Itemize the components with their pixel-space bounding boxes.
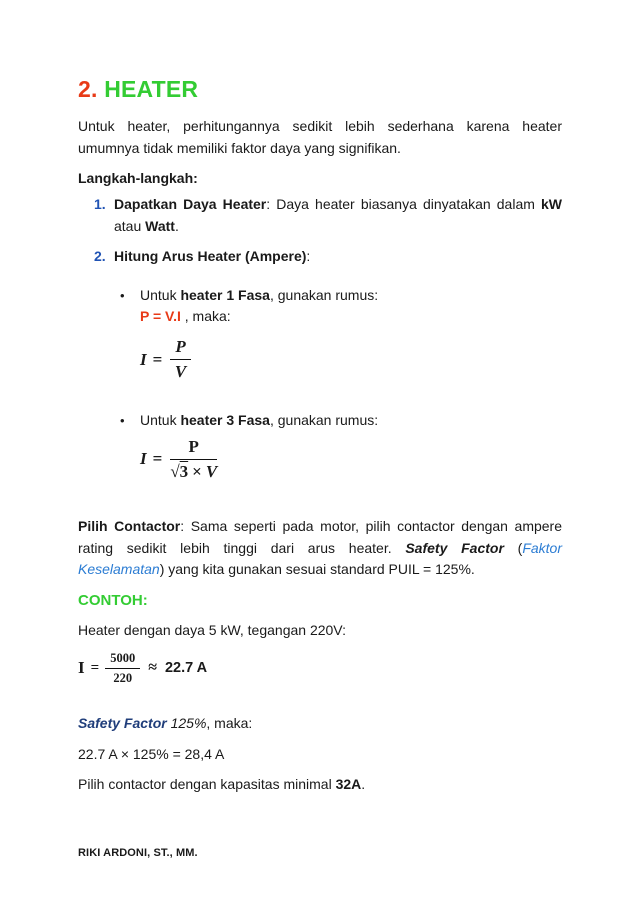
formula-lhs: I xyxy=(140,349,147,369)
fraction xyxy=(170,337,190,382)
sf-percent: 125% xyxy=(166,715,207,731)
safety-factor-term: Safety Factor xyxy=(405,539,504,556)
bullet2-text2: , gunakan rumus: xyxy=(269,411,379,428)
step1-bold: Dapatkan Daya Heater xyxy=(114,196,267,212)
safety-factor-line xyxy=(78,713,562,735)
formula-current-1-phase xyxy=(140,338,562,382)
ordered-list-item-2 xyxy=(78,246,562,268)
list-number: 1. xyxy=(94,196,106,212)
bullet2-bold: heater 3 Fasa xyxy=(180,411,270,428)
fraction-denominator: V xyxy=(174,362,187,381)
intro-paragraph: Untuk heater, perhitungannya sedikit lebih sederhana karena heater umumnya tidak memiliki faktor daya yang signifikan. xyxy=(78,118,562,156)
fraction-numerator: P xyxy=(170,337,190,360)
bullet2-text: Untuk xyxy=(140,411,181,428)
formula-lhs: I xyxy=(140,449,147,468)
contactor-paragraph xyxy=(78,516,562,581)
bullet-icon: • xyxy=(120,412,125,428)
equals-sign: = xyxy=(90,659,100,676)
bullet1-maka: , maka: xyxy=(180,308,231,324)
current-result: 22.7 A xyxy=(164,660,208,676)
contactor-bold: Pilih Contactor xyxy=(78,518,181,534)
faktor-keselamatan-term: Faktor Keselamatan xyxy=(78,539,562,577)
bullet-item-text xyxy=(140,410,378,432)
contactor-paren-open: ( xyxy=(503,539,523,556)
sqrt-symbol: √ xyxy=(170,461,180,481)
fraction-denominator xyxy=(170,460,217,482)
document-content xyxy=(78,75,562,805)
bullet-item-1-fasa xyxy=(120,285,562,328)
bullet-item-3-fasa xyxy=(120,410,562,432)
contactor-text2: ) yang kita gunakan sesuai standard PUIL = 125%. xyxy=(159,561,475,577)
fraction-numerator: 5000 xyxy=(105,651,140,669)
multiplication-result-line: 22.7 A × 125% = 28,4 A xyxy=(78,745,225,762)
page-title xyxy=(78,75,562,103)
bullet-icon: • xyxy=(120,287,125,303)
bullet1-bold: heater 1 Fasa xyxy=(180,286,270,303)
author-footer: RIKI ARDONI, ST., MM. xyxy=(78,847,198,859)
step2-colon: : xyxy=(306,248,311,264)
conclusion-line xyxy=(78,774,562,796)
fraction xyxy=(105,651,140,686)
list-item-text xyxy=(114,246,562,268)
step1-text: : Daya heater biasanya dinyatakan dalam xyxy=(266,196,541,212)
ordered-list-item-1 xyxy=(78,194,562,237)
equals-sign: = xyxy=(152,349,163,369)
fraction-numerator: P xyxy=(170,437,217,460)
bullet-item-text xyxy=(140,285,378,328)
contactor-text: : Sama seperti pada motor, pilih contactor dengan ampere rating sedikit lebih tinggi dari arus heater. xyxy=(78,518,563,556)
example-problem-line: Heater dengan daya 5 kW, tegangan 220V: xyxy=(78,621,347,638)
formula-lhs: I xyxy=(78,658,85,677)
step2-bold: Hitung Arus Heater (Ampere) xyxy=(114,248,307,264)
step1-watt: Watt xyxy=(145,217,175,234)
multiply-sign: × xyxy=(192,461,202,481)
section-title: HEATER xyxy=(104,76,199,102)
step1-text2: atau xyxy=(114,217,146,234)
section-number: 2. xyxy=(78,76,98,102)
capacity-bold: 32A xyxy=(335,776,362,792)
example-heading: CONTOH: xyxy=(78,591,148,609)
example-calculation-formula xyxy=(78,650,562,686)
radicand: 3 xyxy=(179,461,189,481)
step1-kw: kW xyxy=(541,196,562,212)
fraction xyxy=(170,437,217,482)
fraction-denominator: 220 xyxy=(113,670,133,685)
bullet1-text2: , gunakan rumus: xyxy=(269,286,379,303)
power-formula-red: P = V.I xyxy=(140,308,181,324)
list-item-text xyxy=(114,194,562,237)
conclusion-period: . xyxy=(361,776,366,792)
bullet1-text: Untuk xyxy=(140,286,181,303)
approx-sign: ≈ xyxy=(148,659,157,676)
equals-sign: = xyxy=(152,449,163,468)
formula-current-3-phase xyxy=(140,435,562,483)
sf-maka: , maka: xyxy=(206,715,253,731)
list-number: 2. xyxy=(94,248,106,264)
safety-factor-term: Safety Factor xyxy=(78,715,167,731)
conclusion-text: Pilih contactor dengan kapasitas minimal xyxy=(78,776,336,792)
step1-period: . xyxy=(174,217,179,234)
steps-heading: Langkah-langkah: xyxy=(78,170,198,186)
voltage-symbol: V xyxy=(205,461,218,481)
